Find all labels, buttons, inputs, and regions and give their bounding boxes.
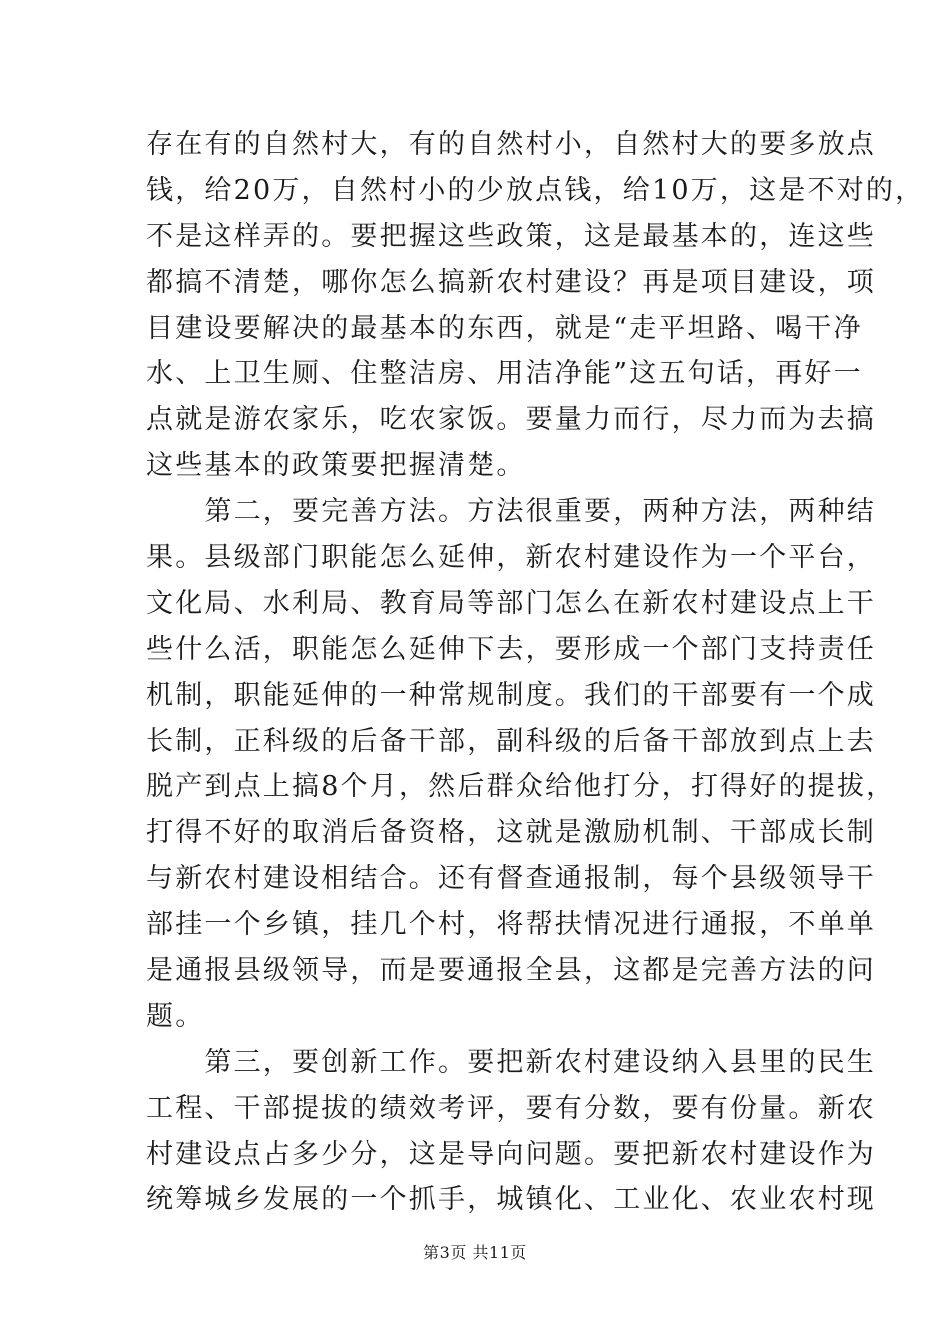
- text-line: 这些基本的政策要把握清楚。: [146, 450, 526, 482]
- text-line: 是通报县级领导，而是要通报全县，这都是完善方法的问: [146, 955, 876, 987]
- text-line: 工程、干部提拔的绩效考评，要有分数，要有份量。新农: [146, 1092, 876, 1124]
- text-line: 部挂一个乡镇，挂几个村，将帮扶情况进行通报，不单单: [146, 909, 876, 941]
- text-line: 统筹城乡发展的一个抓手，城镇化、工业化、农业农村现: [146, 1184, 876, 1216]
- text-line: 钱，给20万，自然村小的少放点钱，给10万，这是不对的，: [146, 174, 925, 206]
- text-line: 果。县级部门职能怎么延伸，新农村建设作为一个平台，: [146, 542, 876, 574]
- paragraph-start-line: 第三，要创新工作。要把新农村建设纳入县里的民生: [146, 1046, 876, 1078]
- document-body: [146, 122, 925, 1223]
- text-line: 存在有的自然村大，有的自然村小，自然村大的要多放点: [146, 129, 876, 160]
- text-line: 题。: [146, 1000, 205, 1032]
- text-line: 打得不好的取消后备资格，这就是激励机制、干部成长制: [146, 817, 876, 849]
- text-line: 村建设点占多少分，这是导向问题。要把新农村建设作为: [146, 1138, 876, 1170]
- text-line: 都搞不清楚，哪你怎么搞新农村建设？再是项目建设，项: [146, 266, 876, 298]
- text-line: 长制，正科级的后备干部，副科级的后备干部放到点上去: [146, 725, 876, 757]
- text-line: 不是这样弄的。要把握这些政策，这是最基本的，连这些: [146, 220, 876, 252]
- text-line: 些什么活，职能怎么延伸下去，要形成一个部门支持责任: [146, 633, 876, 665]
- paragraph-start-line: 第二，要完善方法。方法很重要，两种方法，两种结: [146, 496, 876, 528]
- text-line: 脱产到点上搞8个月，然后群众给他打分，打得好的提拔，: [146, 771, 896, 803]
- page-number-footer: 第3页 共11页: [423, 1243, 527, 1262]
- text-line: 机制，职能延伸的一种常规制度。我们的干部要有一个成: [146, 679, 876, 711]
- text-line: 水、上卫生厕、住整洁房、用洁净能”这五句话，再好一: [146, 358, 863, 390]
- text-line: 与新农村建设相结合。还有督查通报制，每个县级领导干: [146, 863, 876, 895]
- text-line: 文化局、水利局、教育局等部门怎么在新农村建设点上干: [146, 587, 876, 619]
- text-line: 目建设要解决的最基本的东西，就是“走平坦路、喝干净: [146, 312, 863, 344]
- text-line: 点就是游农家乐，吃农家饭。要量力而行，尽力而为去搞: [146, 404, 876, 436]
